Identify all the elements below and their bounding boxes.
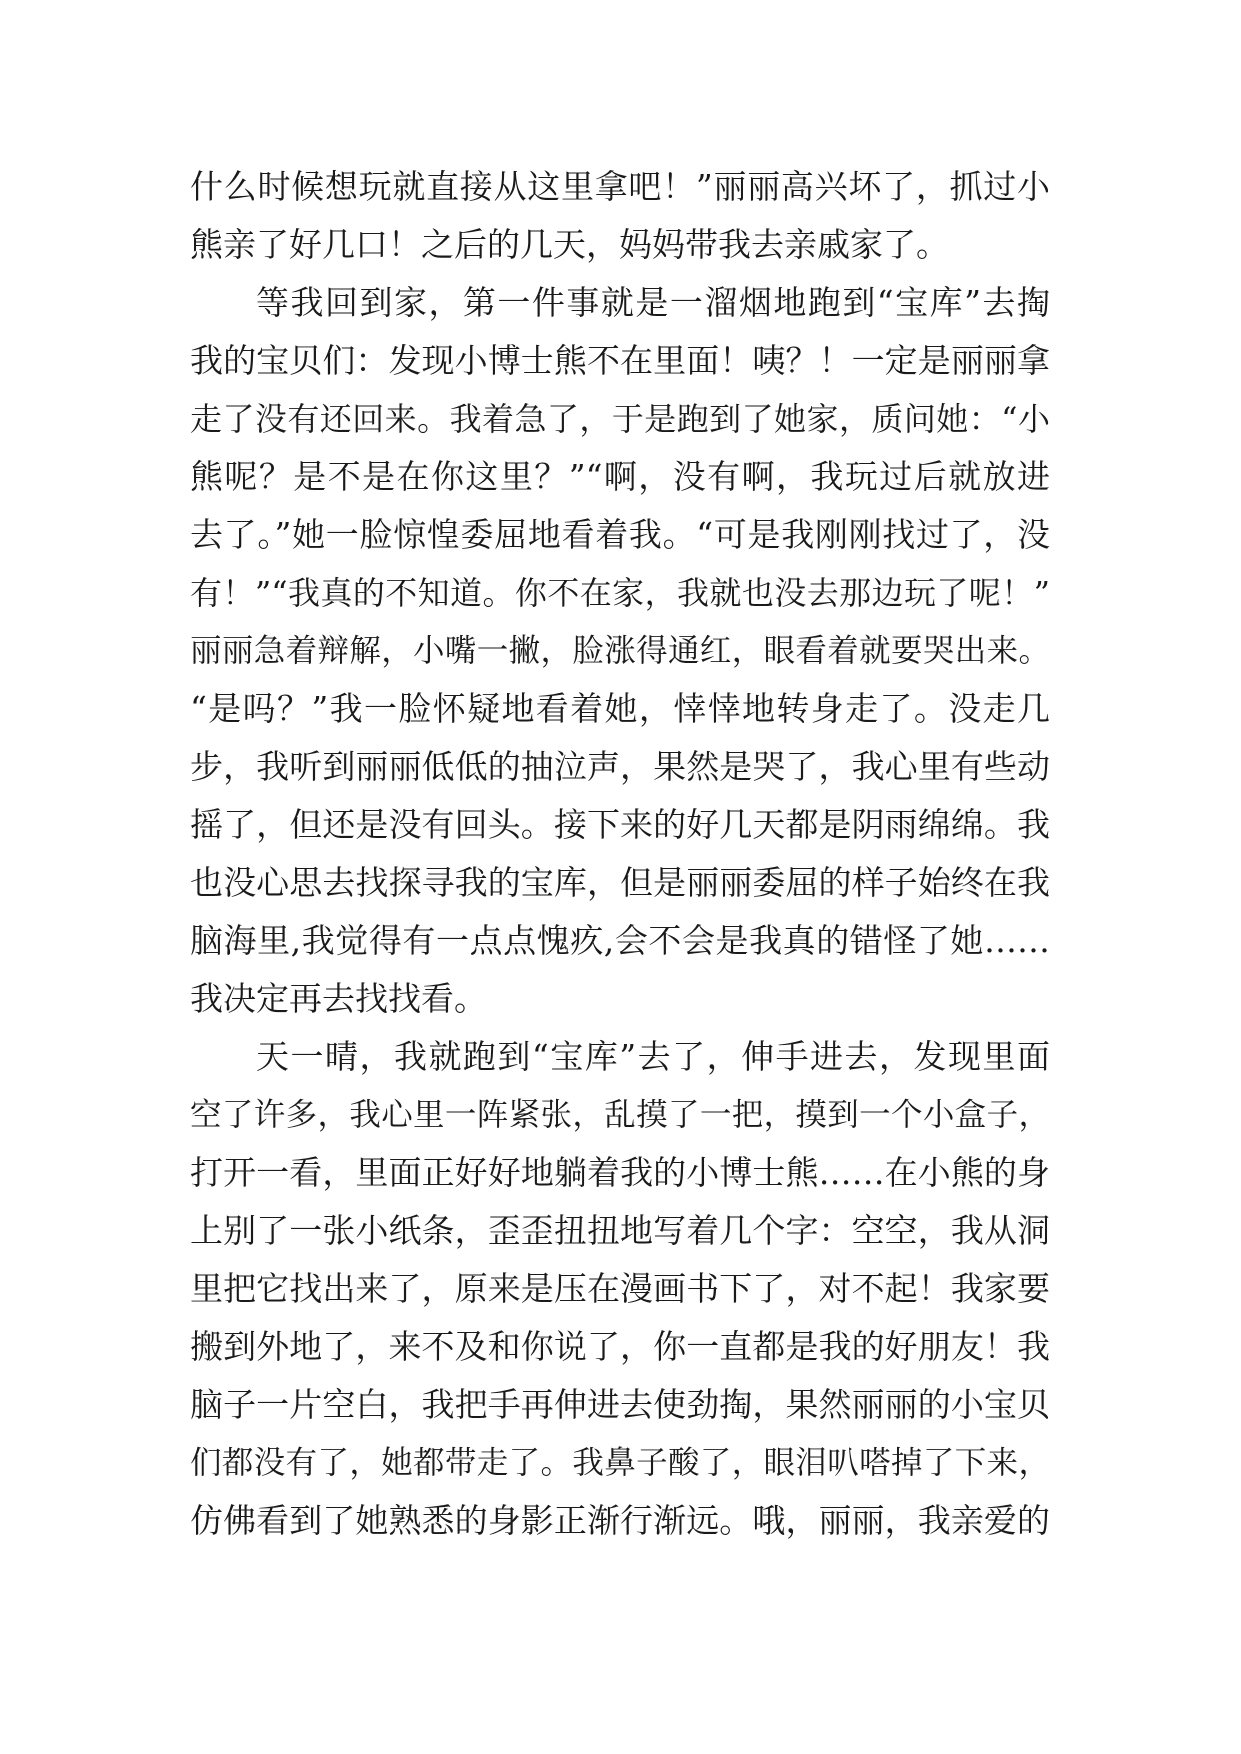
text-line: 们都没有了，她都带走了。我鼻子酸了，眼泪叭嗒掉了下来， xyxy=(190,1445,1050,1481)
text-line: 打开一看，里面正好好地躺着我的小博士熊……在小熊的身 xyxy=(190,1153,1050,1192)
text-line: 什么时候想玩就直接从这里拿吧！”丽丽高兴坏了，抓过小 xyxy=(190,167,1050,206)
text-line: 空了许多，我心里一阵紧张，乱摸了一把，摸到一个小盒子， xyxy=(190,1097,1050,1133)
text-line: 天一晴，我就跑到“宝库”去了，伸手进去，发现里面 xyxy=(256,1037,1050,1076)
text-line: 上别了一张小纸条，歪歪扭扭地写着几个字：空空，我从洞 xyxy=(190,1211,1050,1250)
text-line: 丽丽急着辩解，小嘴一撇，脸涨得通红，眼看着就要哭出来。 xyxy=(190,633,1050,669)
text-line: 我的宝贝们：发现小博士熊不在里面！咦？！一定是丽丽拿 xyxy=(190,341,1050,380)
text-line: 熊亲了好几口！之后的几天，妈妈带我去亲戚家了。 xyxy=(190,225,949,264)
text-line: 脑海里,我觉得有一点点愧疚,会不会是我真的错怪了她…… xyxy=(190,921,1050,960)
body-text xyxy=(190,158,1050,1550)
text-line: 仿佛看到了她熟悉的身影正渐行渐远。哦，丽丽，我亲爱的 xyxy=(190,1501,1050,1540)
text-line: 去了。”她一脸惊惶委屈地看着我。“可是我刚刚找过了，没 xyxy=(190,515,1050,554)
text-line: 走了没有还回来。我着急了，于是跑到了她家，质问她：“小 xyxy=(190,400,1050,438)
text-line: 熊呢？是不是在你这里？”“啊，没有啊，我玩过后就放进 xyxy=(190,457,1050,496)
text-line: 里把它找出来了，原来是压在漫画书下了，对不起！我家要 xyxy=(190,1269,1050,1308)
text-line: 摇了，但还是没有回头。接下来的好几天都是阴雨绵绵。我 xyxy=(190,805,1050,844)
text-line: 有！”“我真的不知道。你不在家，我就也没去那边玩了呢！” xyxy=(190,574,1050,612)
text-line: 搬到外地了，来不及和你说了，你一直都是我的好朋友！我 xyxy=(190,1327,1050,1366)
text-line: 脑子一片空白，我把手再伸进去使劲掏，果然丽丽的小宝贝 xyxy=(190,1385,1050,1424)
text-line: “是吗？”我一脸怀疑地看着她，悻悻地转身走了。没走几 xyxy=(190,689,1050,728)
text-line: 等我回到家，第一件事就是一溜烟地跑到“宝库”去掏 xyxy=(256,283,1050,322)
text-line: 步，我听到丽丽低低的抽泣声，果然是哭了，我心里有些动 xyxy=(190,747,1050,786)
text-line: 也没心思去找探寻我的宝库，但是丽丽委屈的样子始终在我 xyxy=(190,863,1050,902)
text-line: 我决定再去找找看。 xyxy=(190,979,487,1018)
